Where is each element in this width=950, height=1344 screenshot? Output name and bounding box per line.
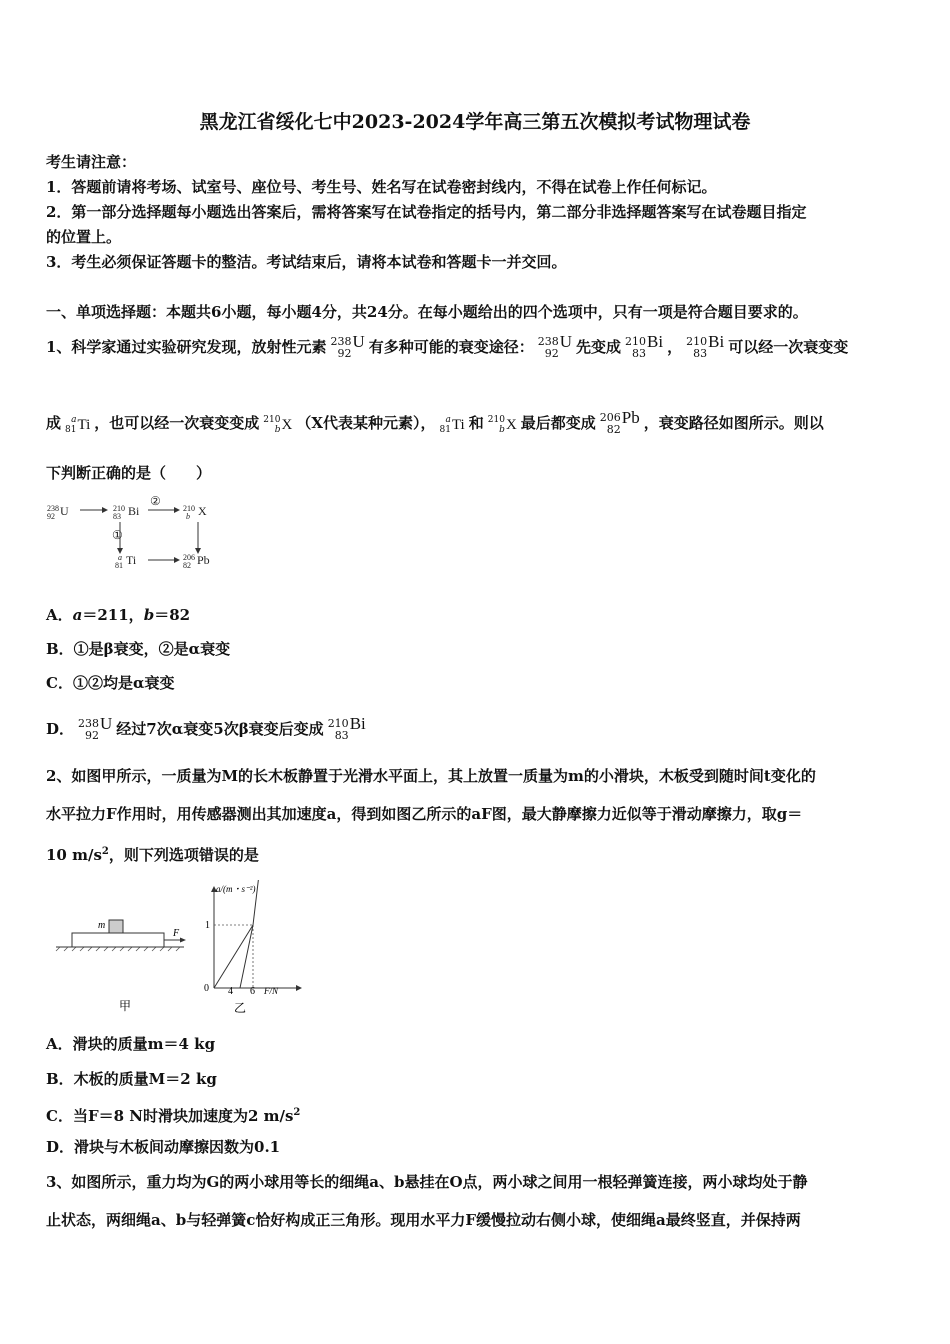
q2-line-3: 10 $m/s^2$，则下列选项错误的是 — [46, 846, 259, 864]
bi-charge: 83 — [113, 512, 121, 521]
x-symbol: X — [198, 504, 207, 518]
q1-option-a: A．a＝211，b＝82 — [46, 606, 191, 624]
y-axis-label: a/(m・s⁻²) — [216, 884, 256, 894]
nuclide-u238: 238 92 U — [330, 332, 365, 360]
notice-item: 2．第一部分选择题每小题选出答案后，需将答案写在试卷指定的括号内，第二部分非选择题答案写在试卷题目指定 — [46, 203, 807, 221]
step-2-label: ② — [150, 494, 161, 508]
q2-option-a: A．滑块的质量m＝4 kg — [46, 1035, 216, 1053]
notice-heading: 考生请注意： — [46, 153, 137, 171]
q2-line-2: 水平拉力F作用时，用传感器测出其加速度a，得到如图乙所示的aF图，最大静摩擦力近似等于滑动摩擦力，取g＝ — [46, 805, 803, 823]
origin-label: 0 — [204, 983, 209, 994]
nuclide-bi210: 210 83 Bi — [327, 714, 366, 742]
figure-yi-chart — [198, 880, 308, 1016]
arrow-head — [174, 557, 180, 563]
notice-item: 1．答题前请将考场、试室号、座位号、考生号、姓名写在试卷密封线内，不得在试卷上作任何标记。 — [46, 178, 717, 196]
q1-line-2 — [46, 408, 824, 436]
pb-mass: 206 — [183, 553, 195, 562]
section-heading: 一、单项选择题：本题共6小题，每小题4分，共24分。在每小题给出的四个选项中，只有一项是符合题目要求的。 — [46, 303, 808, 321]
q1-line-1 — [46, 332, 849, 360]
nuclide-ti: a 81 Ti — [65, 414, 91, 435]
bi-mass: 210 — [113, 504, 125, 513]
x-mass: 210 — [183, 504, 195, 513]
page-title: 黑龙江省绥化七中2023-2024学年高三第五次模拟考试物理试卷 — [199, 111, 751, 133]
arrow-head — [174, 507, 180, 513]
ti-mass: a — [118, 553, 122, 562]
q1-text: 可以经一次衰变变 — [728, 338, 849, 356]
x-axis-arrow — [296, 985, 302, 991]
q2-option-d: D．滑块与木板间动摩擦因数为0.1 — [46, 1138, 281, 1156]
nuclide-x: 210 b X — [487, 414, 517, 435]
series-line-initial — [214, 925, 253, 988]
q3-line-1: 3、如图所示，重力均为G的两小球用等长的细绳a、b悬挂在O点，两小球之间用一根轻弹簧连接，两小球均处于静 — [46, 1173, 808, 1191]
pb-symbol: Pb — [197, 553, 210, 567]
step-1-label: ① — [112, 528, 123, 542]
notice-item: 3．考生必须保证答题卡的整洁。考试结束后，请将本试卷和答题卡一并交回。 — [46, 253, 567, 271]
notice-item: 的位置上。 — [46, 228, 122, 246]
caption-jia: 甲 — [119, 999, 132, 1013]
nuclide-u238: 238 92 U — [78, 714, 113, 742]
ti-symbol: Ti — [126, 553, 137, 567]
q1-text: 和 — [468, 414, 484, 432]
figure-jia — [52, 905, 192, 1017]
x-charge: b — [186, 512, 190, 521]
small-block — [109, 920, 123, 933]
x-axis-label: F/N — [264, 986, 279, 996]
block-label: m — [98, 920, 106, 931]
u-mass: 238 — [47, 504, 59, 513]
q2-option-c: C．当F＝8 N时滑块加速度为2 $m/s^2$ — [46, 1107, 301, 1125]
q1-text: 最后都变成 — [520, 414, 596, 432]
nuclide-ti: a 81 Ti — [439, 414, 465, 435]
x-tick-label: 6 — [250, 986, 255, 997]
long-board — [72, 933, 164, 947]
decay-diagram — [40, 490, 240, 574]
u-symbol: U — [60, 504, 69, 518]
force-arrow-head — [180, 938, 186, 943]
ground-hatching — [56, 947, 180, 951]
q1-option-d: D． 238 92 U 经过7次α衰变5次β衰变后变成 210 83 Bi — [46, 714, 366, 742]
q1-line-3: 下判断正确的是（ ） — [46, 464, 212, 482]
q1-text: 成 — [46, 414, 62, 432]
q1-text: ， — [667, 338, 683, 356]
series-line-after-slip — [240, 880, 263, 988]
nuclide-bi210: 210 83 Bi — [686, 332, 725, 360]
pb-charge: 82 — [183, 561, 191, 570]
q2-line-1: 2、如图甲所示，一质量为M的长木板静置于光滑水平面上，其上放置一质量为m的小滑块，木板受到随时间t变化的 — [46, 767, 816, 785]
q1-option-b: B．①是β衰变，②是α衰变 — [46, 640, 231, 658]
nuclide-u238: 238 92 U — [537, 332, 573, 360]
arrow-head — [102, 507, 108, 513]
bi-symbol: Bi — [128, 504, 140, 518]
y-tick-label: 1 — [205, 920, 210, 931]
x-tick-label: 4 — [228, 986, 233, 997]
nuclide-bi210: 210 83 Bi — [625, 332, 664, 360]
q1-text: 1、科学家通过实验研究发现，放射性元素 — [46, 338, 327, 356]
nuclide-x: 210 b X — [263, 414, 293, 435]
q1-text: ，也可以经一次衰变变成 — [94, 414, 260, 432]
ti-charge: 81 — [115, 561, 123, 570]
q1-text: 有多种可能的衰变途径： — [368, 338, 534, 356]
q1-text: （X代表某种元素）， — [296, 414, 436, 432]
nuclide-pb206: 206 82 Pb — [599, 408, 640, 436]
q1-text: ，衰变路径如图所示。则以 — [643, 414, 824, 432]
q2-option-b: B．木板的质量M＝2 kg — [46, 1070, 217, 1088]
q1-text: 先变成 — [576, 338, 622, 356]
u-charge: 92 — [47, 512, 55, 521]
q1-option-c: C．①②均是α衰变 — [46, 674, 175, 692]
caption-yi: 乙 — [234, 1001, 247, 1015]
q3-line-2: 止状态，两细绳a、b与轻弹簧c恰好构成正三角形。现用水平力F缓慢拉动右侧小球，使细绳a最终竖直，并保持两 — [46, 1211, 801, 1229]
force-label: F — [173, 928, 180, 939]
